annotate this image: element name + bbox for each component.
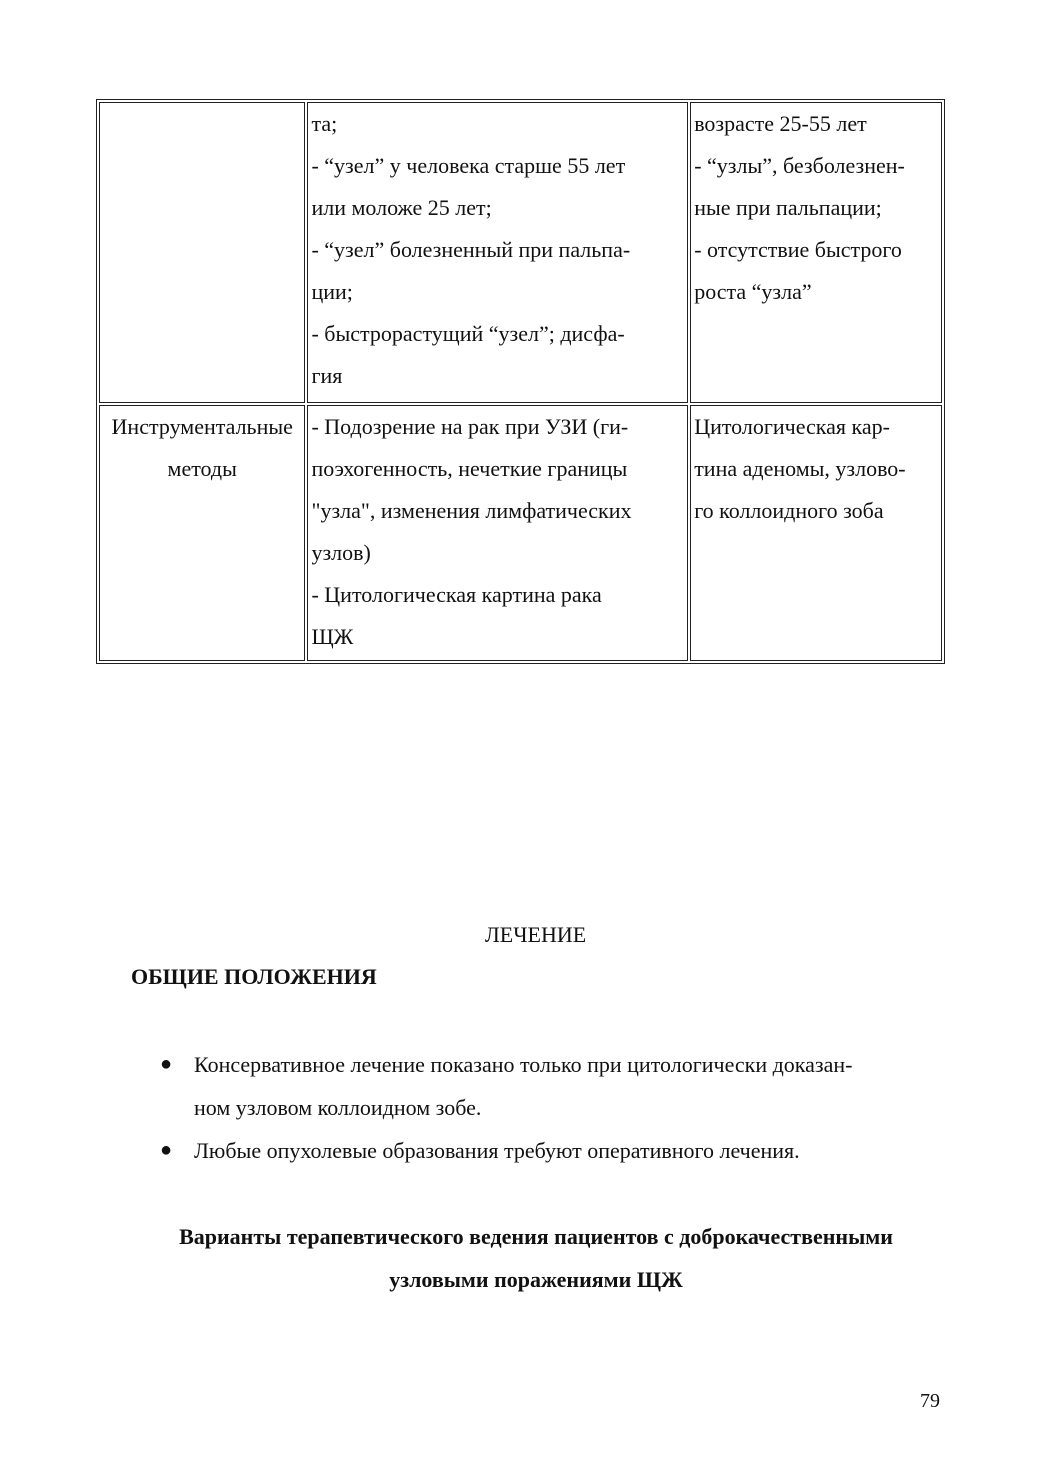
cell-line: или моложе 25 лет; xyxy=(311,195,492,220)
cell-line: - “узел” у человека старше 55 лет xyxy=(311,153,626,178)
list-item-text xyxy=(194,1043,942,1129)
cell-line: го коллоидного зоба xyxy=(694,498,884,523)
cell-line: - “узлы”, безболезнен- xyxy=(694,153,905,178)
cell-line: узлов) xyxy=(311,540,371,565)
table-cell-category xyxy=(99,405,305,661)
cell-line: та; xyxy=(311,111,338,136)
list-item-line: Консервативное лечение показано только при цитологически доказан- xyxy=(194,1052,853,1077)
cell-line: "узла", изменения лимфатических xyxy=(311,498,632,523)
table-row xyxy=(99,102,942,403)
cell-line: методы xyxy=(167,456,237,481)
variants-heading xyxy=(100,1215,972,1301)
cell-line: ции; xyxy=(311,279,353,304)
list-item-line: ном узловом коллоидном зобе. xyxy=(194,1095,482,1120)
bullet-dot-icon: ● xyxy=(160,1139,173,1161)
criteria-table xyxy=(96,99,945,664)
bullet-dot-icon: ● xyxy=(160,1053,173,1075)
table-cell-malignant xyxy=(307,405,688,661)
cell-line: возрасте 25-55 лет xyxy=(694,111,867,136)
bullet-list xyxy=(158,1043,942,1172)
cell-line: поэхогенность, нечеткие границы xyxy=(311,456,628,481)
list-item-text xyxy=(194,1129,942,1172)
cell-line: Цитологическая кар- xyxy=(694,414,890,439)
list-item xyxy=(158,1043,942,1129)
section-title: ЛЕЧЕНИЕ xyxy=(484,922,587,947)
list-item-line: Любые опухолевые образования требуют оперативного лечения. xyxy=(194,1138,800,1163)
table-cell-category xyxy=(99,102,305,403)
cell-line: - быстрорастущий “узел”; дисфа- xyxy=(311,321,625,346)
cell-line: - отсутствие быстрого xyxy=(694,237,902,262)
subsection-title: ОБЩИЕ ПОЛОЖЕНИЯ xyxy=(131,964,377,989)
table-cell-benign xyxy=(690,405,942,661)
cell-line: роста “узла” xyxy=(694,279,812,304)
table-cell-benign xyxy=(690,102,942,403)
cell-line: Инструментальные xyxy=(111,414,293,439)
table-cell-malignant xyxy=(307,102,688,403)
cell-line: - “узел” болезненный при пальпа- xyxy=(311,237,631,262)
list-item xyxy=(158,1129,942,1172)
cell-line: - Подозрение на рак при УЗИ (ги- xyxy=(311,414,629,439)
cell-line: ЩЖ xyxy=(311,624,354,649)
variants-heading-line: узловыми поражениями ЩЖ xyxy=(389,1267,683,1292)
variants-heading-line: Варианты терапевтического ведения пациентов с доброкачественными xyxy=(179,1224,893,1249)
cell-line: ные при пальпации; xyxy=(694,195,882,220)
cell-line: - Цитологическая картина рака xyxy=(311,582,602,607)
cell-line: гия xyxy=(311,363,343,388)
page-number: 79 xyxy=(920,1390,940,1412)
cell-line: тина аденомы, узлово- xyxy=(694,456,906,481)
table-row xyxy=(99,405,942,661)
